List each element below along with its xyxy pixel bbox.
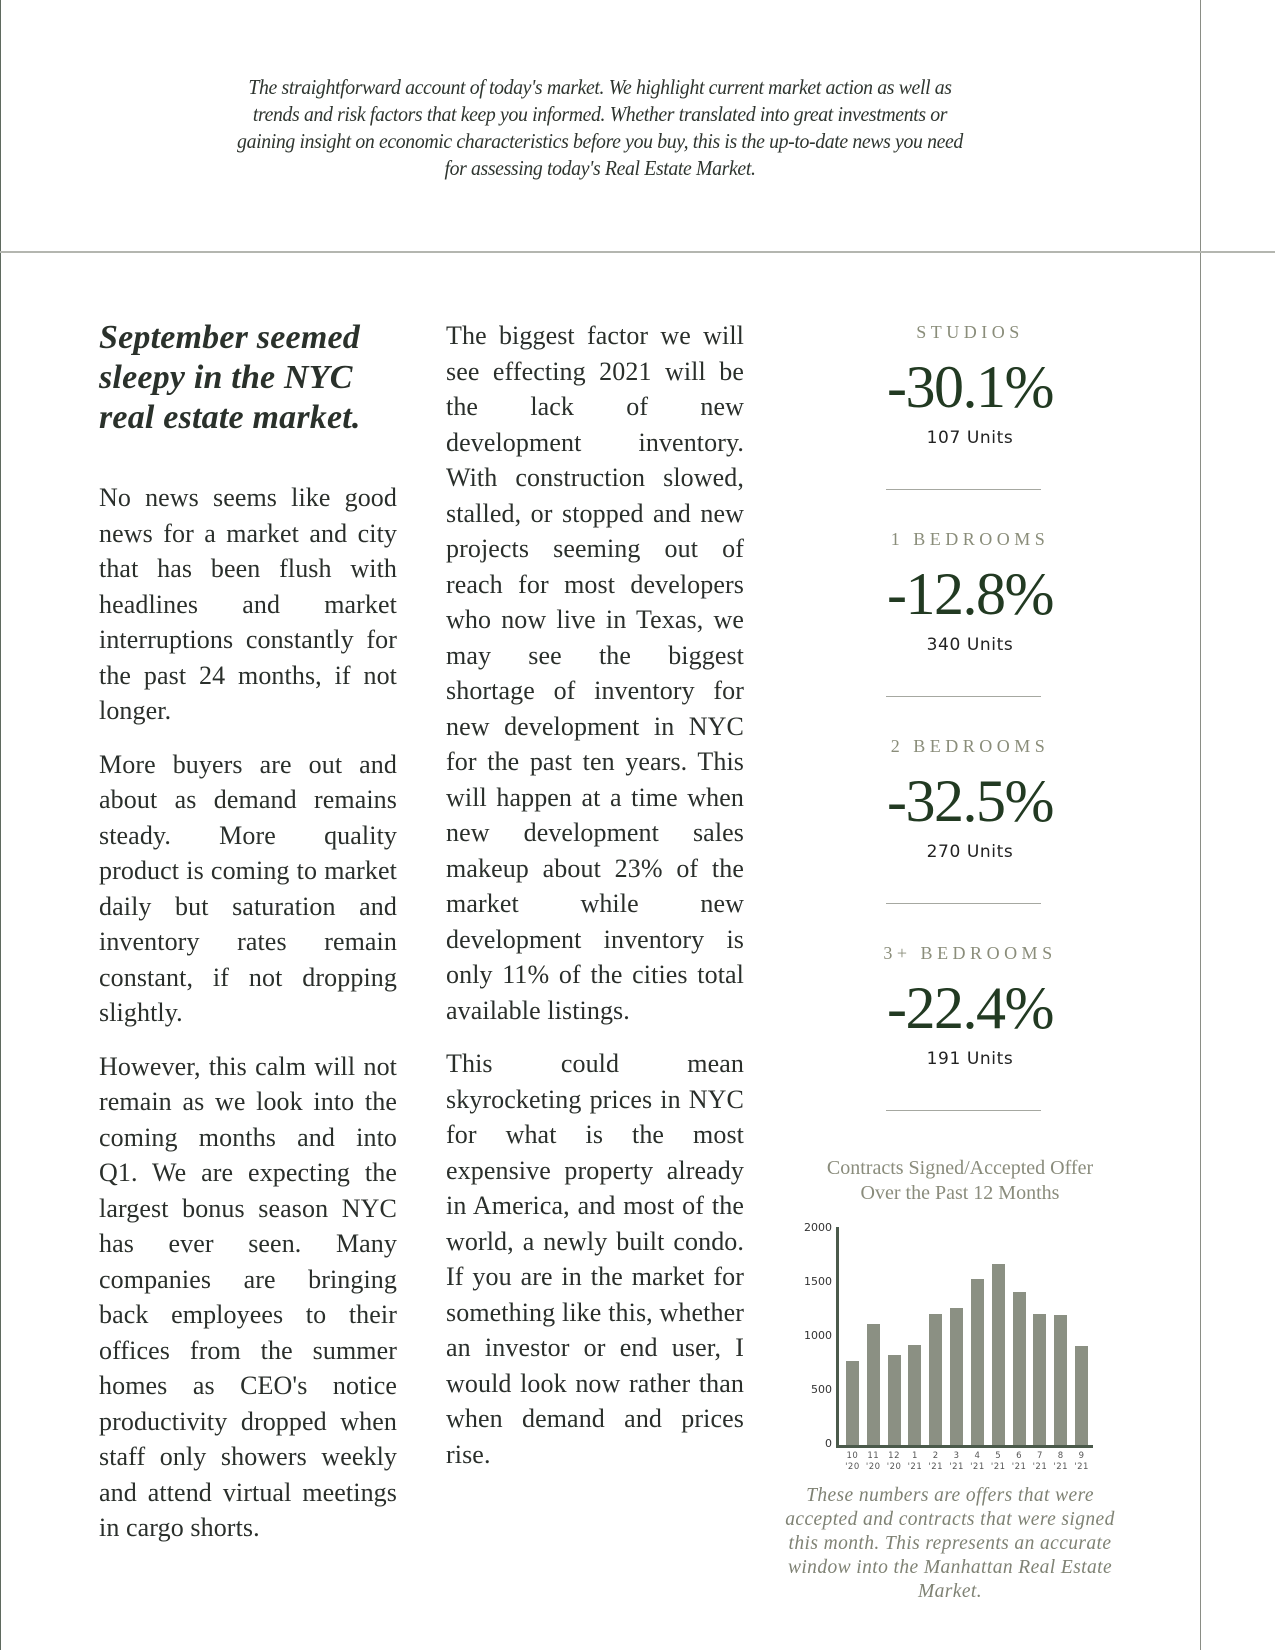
x-tick-label: 6 '21 (1011, 1451, 1027, 1472)
stat-3-plus-bedrooms (820, 937, 1120, 1144)
article-paragraph: This could mean skyrocketing prices in NYC for what is the most expensive property already in America, and most of the world, a newly built condo. If you are in the market for something like this, whether an investor or end user, I would look now rather than when demand and prices rise. (446, 1049, 744, 1469)
chart-title-line-1: Contracts Signed/Accepted Offer (826, 1157, 1094, 1179)
stat-percent-change: -12.8% (887, 561, 1053, 627)
chart-bar (846, 1361, 859, 1445)
x-tick-label: 1 '21 (907, 1451, 923, 1472)
stat-1-bedrooms (820, 523, 1120, 730)
x-tick-label: 2 '21 (928, 1451, 944, 1472)
x-axis-labels (842, 1451, 1092, 1481)
header-divider-rule (0, 251, 1275, 253)
chart-title-line-2: Over the Past 12 Months (860, 1182, 1060, 1204)
chart-bar (1075, 1346, 1088, 1445)
stat-label: 2 BEDROOMS (890, 736, 1050, 756)
chart-bar (888, 1355, 901, 1445)
chart-bar (908, 1345, 921, 1445)
chart-footnote: These numbers are offers that were accepted and contracts that were signed this month. This represents an accurate window into the Manhattan Real Estate Market. (785, 1485, 1115, 1602)
intro-blurb: The straightforward account of today's market. We highlight current market action as well as trends and risk factors that keep you informed. Whether translated into great investments or gaining insight on economic characteristics before you buy, this is the up-to-date news you need for assessing today's Real Estate Market. (237, 75, 963, 180)
stat-label: 3+ BEDROOMS (883, 943, 1057, 963)
stat-label: 1 BEDROOMS (890, 529, 1050, 549)
x-tick-label: 8 '21 (1053, 1451, 1069, 1472)
x-tick-label: 3 '21 (949, 1451, 964, 1472)
stat-units: 191 Units (926, 1049, 1014, 1069)
y-axis-line (836, 1227, 839, 1448)
y-tick-label: 500 (811, 1383, 832, 1396)
stat-2-bedrooms (820, 730, 1120, 937)
stat-studios (820, 316, 1120, 523)
stat-divider (886, 1110, 1041, 1111)
x-tick-label: 10 '20 (845, 1451, 860, 1472)
x-tick-label: 12 '20 (886, 1451, 902, 1472)
stat-units: 270 Units (926, 842, 1014, 862)
stat-percent-change: -22.4% (887, 975, 1053, 1041)
chart-bar (1054, 1315, 1067, 1445)
chart-bar (971, 1279, 984, 1445)
article-paragraph: No news seems like good news for a market and city that has been flush with headlines and market interruptions constantly for the past 24 months, if not longer. (99, 483, 397, 725)
x-tick-label: 4 '21 (970, 1451, 985, 1472)
stat-divider (886, 903, 1041, 904)
x-axis-line (836, 1445, 1093, 1448)
x-tick-label: 9 '21 (1074, 1451, 1089, 1472)
y-tick-label: 0 (825, 1437, 832, 1450)
chart-title (795, 1156, 1125, 1206)
stat-percent-change: -32.5% (887, 768, 1053, 834)
chart-bar (1013, 1292, 1026, 1445)
chart-bar (950, 1308, 963, 1445)
x-tick-label: 5 '21 (990, 1451, 1006, 1472)
article-column-1 (99, 318, 397, 1564)
y-tick-label: 1500 (804, 1275, 832, 1288)
unit-stats-panel (820, 316, 1120, 1144)
stat-units: 107 Units (926, 428, 1014, 448)
chart-bar (992, 1264, 1005, 1445)
y-tick-label: 2000 (804, 1221, 832, 1234)
x-tick-label: 11 '20 (865, 1451, 881, 1472)
article-headline: September seemed sleepy in the NYC real estate market. (99, 319, 361, 436)
contracts-bar-chart (790, 1213, 1110, 1473)
article-paragraph: The biggest factor we will see effecting 2021 will be the lack of new development inventory. With construction slowed, stalled, or stopped and new projects seeming out of reach for most developers who now live in Texas, we may see the biggest shortage of inventory for new development in NYC for the past ten years. This will happen at a time when new development sales makeup about 23% of the market while new development inventory is only 11% of the cities total available listings. (446, 321, 744, 1025)
y-tick-label: 1000 (804, 1329, 832, 1342)
stat-units: 340 Units (926, 635, 1014, 655)
chart-bar (867, 1324, 880, 1445)
stat-percent-change: -30.1% (887, 354, 1053, 420)
article-column-2 (446, 318, 744, 1490)
chart-bar (929, 1314, 942, 1445)
stat-divider (886, 489, 1041, 490)
stat-label: STUDIOS (916, 322, 1024, 342)
stat-divider (886, 696, 1041, 697)
x-tick-label: 7 '21 (1032, 1451, 1048, 1472)
article-paragraph: More buyers are out and about as demand remains steady. More quality product is coming to market daily but saturation and inventory rates remain constant, if not dropping slightly. (99, 749, 397, 1027)
chart-bar (1033, 1314, 1046, 1445)
bar-series (842, 1227, 1092, 1445)
article-paragraph: However, this calm will not remain as we look into the coming months and into Q1. We are expecting the largest bonus season NYC has ever seen. Many companies are bringing back employees to their offices from the summer homes as CEO's notice productivity dropped when staff only showers weekly and attend virtual meetings in cargo shorts. (99, 1051, 397, 1542)
right-margin-rule (1200, 0, 1201, 1650)
left-border-rule (0, 0, 1, 1650)
